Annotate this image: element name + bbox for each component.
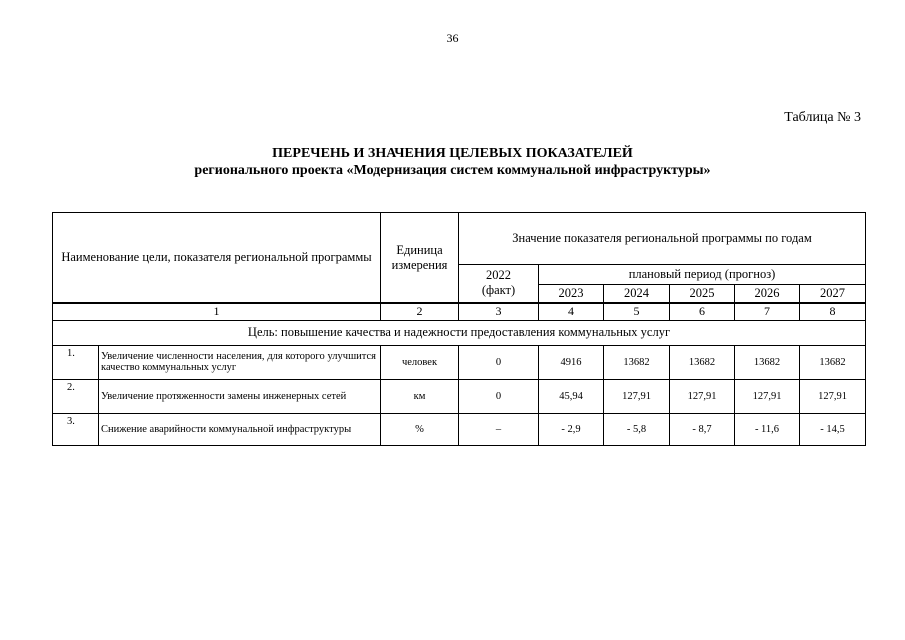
row-number: 2. (53, 379, 99, 413)
index-cell: 2 (381, 303, 459, 321)
index-cell: 8 (800, 303, 866, 321)
page-number: 36 (446, 31, 459, 45)
document-title (0, 145, 905, 179)
row-number: 1. (53, 345, 99, 379)
header-year-2023: 2023 (539, 285, 604, 303)
row-value: - 5,8 (604, 413, 670, 445)
table-label: Таблица № 3 (784, 110, 861, 125)
header-name-cell: Наименование цели, показателя региональной программы (53, 213, 381, 303)
row-value: 127,91 (670, 379, 735, 413)
row-unit: % (381, 413, 459, 445)
header-year-2025: 2025 (670, 285, 735, 303)
row-value: 4916 (539, 345, 604, 379)
row-value: 127,91 (604, 379, 670, 413)
row-unit: человек (381, 345, 459, 379)
index-cell: 4 (539, 303, 604, 321)
index-cell: 1 (53, 303, 381, 321)
table-row (53, 345, 866, 379)
header-year-2027: 2027 (800, 285, 866, 303)
goal-cell: Цель: повышение качества и надежности предоставления коммунальных услуг (53, 320, 866, 345)
indicators-table (52, 212, 866, 446)
row-fact: – (459, 413, 539, 445)
row-value: - 8,7 (670, 413, 735, 445)
index-cell: 5 (604, 303, 670, 321)
row-name: Увеличение численности населения, для которого улучшится качество коммунальных услуг (99, 345, 381, 379)
index-row (53, 303, 866, 321)
row-value: 45,94 (539, 379, 604, 413)
index-cell: 7 (735, 303, 800, 321)
table-row (53, 379, 866, 413)
row-fact: 0 (459, 379, 539, 413)
index-cell: 3 (459, 303, 539, 321)
row-name: Увеличение протяженности замены инженерных сетей (99, 379, 381, 413)
row-value: 13682 (800, 345, 866, 379)
row-value: - 2,9 (539, 413, 604, 445)
row-value: 127,91 (735, 379, 800, 413)
header-fact-cell (459, 265, 539, 303)
row-value: 13682 (670, 345, 735, 379)
row-number: 3. (53, 413, 99, 445)
index-cell: 6 (670, 303, 735, 321)
row-value: - 11,6 (735, 413, 800, 445)
row-value: - 14,5 (800, 413, 866, 445)
header-fact-year: 2022 (486, 268, 511, 283)
row-name: Снижение аварийности коммунальной инфраструктуры (99, 413, 381, 445)
row-fact: 0 (459, 345, 539, 379)
table-row (53, 413, 866, 445)
title-line-1: ПЕРЕЧЕНЬ И ЗНАЧЕНИЯ ЦЕЛЕВЫХ ПОКАЗАТЕЛЕЙ (272, 146, 633, 161)
header-fact-label: (факт) (481, 283, 516, 298)
header-values-cell: Значение показателя региональной программы по годам (459, 213, 866, 265)
goal-row (53, 320, 866, 345)
header-year-2026: 2026 (735, 285, 800, 303)
row-value: 13682 (735, 345, 800, 379)
header-year-2024: 2024 (604, 285, 670, 303)
title-line-2: регионального проекта «Модернизация систем коммунальной инфраструктуры» (194, 163, 711, 178)
row-value: 13682 (604, 345, 670, 379)
row-unit: км (381, 379, 459, 413)
header-unit-cell: Единица измерения (381, 213, 459, 303)
row-value: 127,91 (800, 379, 866, 413)
header-plan-cell: плановый период (прогноз) (539, 265, 866, 285)
